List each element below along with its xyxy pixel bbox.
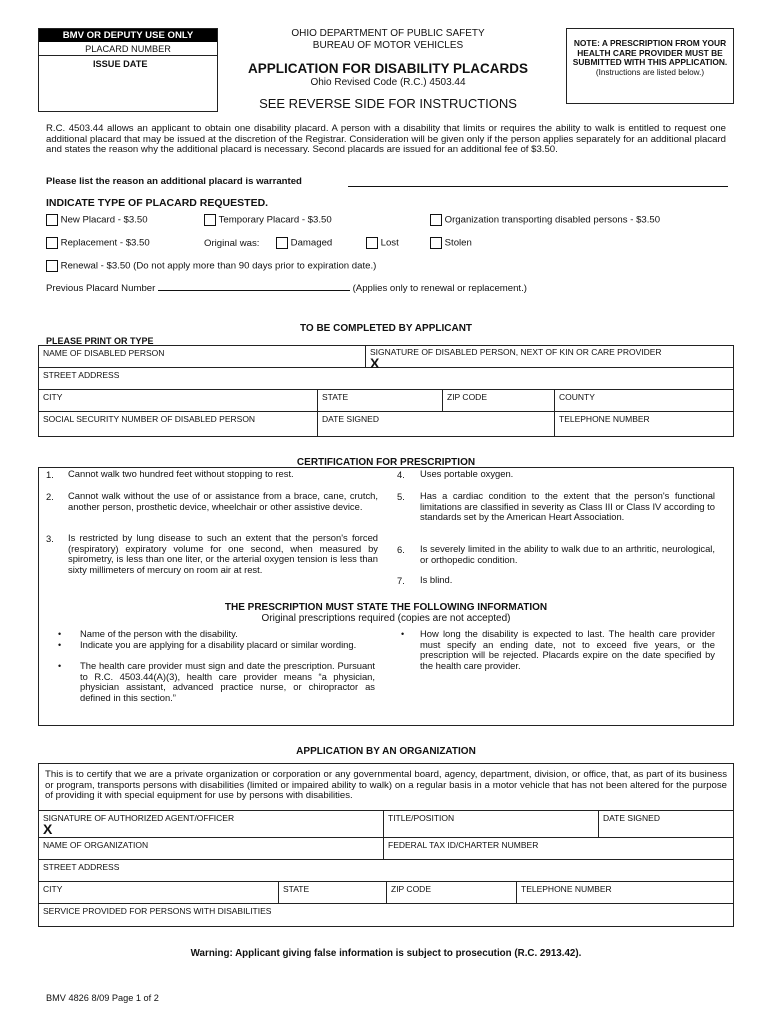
- organization-box: [38, 763, 734, 927]
- replacement-label: Replacement - $3.50: [60, 237, 150, 249]
- lost-checkbox[interactable]: [366, 237, 378, 249]
- city-label: CITY: [43, 392, 63, 402]
- phone-field[interactable]: [555, 412, 734, 437]
- option-damaged: [276, 237, 332, 249]
- phone-label: TELEPHONE NUMBER: [559, 414, 650, 424]
- new-placard-label: New Placard - $3.50: [60, 214, 148, 226]
- state-label: STATE: [322, 392, 349, 402]
- cert-item-4: Uses portable oxygen.: [420, 468, 514, 479]
- cert-item-5-number: 5.: [397, 491, 405, 502]
- prescription-subheading: Original prescriptions required (copies are not accepted): [261, 613, 511, 624]
- org-name-field[interactable]: [39, 838, 384, 860]
- prescription-bullet-4: How long the disability is expected to last. The health care provider must specify an ending date, not to exceed five years, or the prescription will be rejected. Placards expire on the date specified by the health care provider.: [420, 628, 715, 671]
- bullet-4-dot: •: [401, 629, 405, 639]
- option-lost: [366, 237, 399, 249]
- org-phone-label: TELEPHONE NUMBER: [521, 884, 612, 894]
- cert-item-2-number: 2.: [46, 491, 54, 502]
- organization-checkbox[interactable]: [430, 214, 442, 226]
- organization-heading: APPLICATION BY AN ORGANIZATION: [296, 746, 476, 757]
- reason-label: Please list the reason an additional placard is warranted: [46, 176, 302, 187]
- agent-signature-x: X: [43, 821, 53, 837]
- cert-item-1-number: 1.: [46, 469, 54, 480]
- bureau-name: BUREAU OF MOTOR VEHICLES: [312, 40, 464, 51]
- damaged-checkbox[interactable]: [276, 237, 288, 249]
- renewal-checkbox[interactable]: [46, 260, 58, 272]
- bullet-3-dot: •: [58, 661, 62, 671]
- placard-type-heading: INDICATE TYPE OF PLACARD REQUESTED.: [46, 197, 269, 209]
- print-or-type: PLEASE PRINT OR TYPE: [46, 336, 154, 346]
- previous-placard-label: Previous Placard Number: [46, 283, 156, 294]
- reason-input[interactable]: [348, 186, 728, 187]
- agent-signature-label: SIGNATURE OF AUTHORIZED AGENT/OFFICER: [43, 813, 235, 823]
- applicant-heading: TO BE COMPLETED BY APPLICANT: [299, 323, 473, 334]
- bmv-use-box: [38, 28, 218, 112]
- bmv-use-header: BMV OR DEPUTY USE ONLY: [39, 29, 217, 42]
- placard-number-label: PLACARD NUMBER: [39, 42, 217, 56]
- page-title: APPLICATION FOR DISABILITY PLACARDS: [247, 61, 528, 76]
- org-name-label: NAME OF ORGANIZATION: [43, 840, 149, 850]
- ssn-label: SOCIAL SECURITY NUMBER OF DISABLED PERSON: [43, 414, 256, 424]
- reverse-side-note: SEE REVERSE SIDE FOR INSTRUCTIONS: [259, 96, 517, 111]
- org-date-signed-field[interactable]: [599, 811, 733, 838]
- cert-item-7: Is blind.: [420, 574, 453, 585]
- prescription-note-box: [566, 28, 734, 104]
- service-field[interactable]: [39, 904, 733, 926]
- new-placard-checkbox[interactable]: [46, 214, 58, 226]
- temporary-placard-checkbox[interactable]: [204, 214, 216, 226]
- issue-date-label: ISSUE DATE: [93, 59, 148, 69]
- cert-item-4-number: 4.: [397, 469, 405, 480]
- tax-id-label: FEDERAL TAX ID/CHARTER NUMBER: [388, 840, 539, 850]
- cert-item-3: Is restricted by lung disease to such an extent that the person's forced (respiratory) expiratory volume for one second, when measured by spirometry, is less than one liter, or the arterial oxygen tension is less than sixty millimeters of mercury on room air at rest.: [68, 532, 378, 575]
- zip-label: ZIP CODE: [447, 392, 487, 402]
- form-footer: BMV 4826 8/09 Page 1 of 2: [46, 993, 159, 1003]
- title-position-label: TITLE/POSITION: [388, 813, 455, 823]
- street-label: STREET ADDRESS: [43, 370, 120, 380]
- certification-heading: CERTIFICATION FOR PRESCRIPTION: [296, 457, 476, 468]
- date-signed-label: DATE SIGNED: [322, 414, 379, 424]
- signature-field[interactable]: [366, 346, 734, 371]
- note-text: NOTE: A PRESCRIPTION FROM YOUR HEALTH CARE PROVIDER MUST BE SUBMITTED WITH THIS APPLICATION.: [572, 38, 728, 68]
- county-label: COUNTY: [559, 392, 595, 402]
- cert-item-6: Is severely limited in the ability to walk due to an arthritic, neurological, or orthopedic condition.: [420, 543, 715, 565]
- org-street-label: STREET ADDRESS: [43, 862, 120, 872]
- original-was-label: Original was:: [204, 238, 260, 249]
- organization-text: This is to certify that we are a private organization or corporation or any governmental board, agency, department, division, or office, that, as part of its business or program, transports persons with disabilities (limited or impaired ability to walk) on a regular basis in a motor vehicle that has not been altered for the purpose of providing it with special equipment for use by persons with disabilities.: [45, 769, 727, 802]
- org-date-signed-label: DATE SIGNED: [603, 813, 660, 823]
- dept-name: OHIO DEPARTMENT OF PUBLIC SAFETY: [291, 28, 485, 39]
- previous-placard-input[interactable]: [158, 282, 350, 291]
- signature-label: SIGNATURE OF DISABLED PERSON, NEXT OF KIN OR CARE PROVIDER: [370, 347, 662, 357]
- prescription-bullet-3: The health care provider must sign and date the prescription. Pursuant to R.C. 4503.44(A)(3), health care provider means “a physician, physician assistant, advanced practice nurse, or chiropractor as defined in this section.”: [80, 660, 375, 703]
- previous-placard-note: (Applies only to renewal or replacement.): [352, 283, 527, 294]
- temporary-placard-label: Temporary Placard - $3.50: [218, 214, 332, 226]
- stolen-label: Stolen: [444, 237, 472, 249]
- cert-item-7-number: 7.: [397, 575, 405, 586]
- street-field[interactable]: [39, 368, 734, 390]
- name-label: NAME OF DISABLED PERSON: [43, 348, 165, 358]
- ssn-field[interactable]: [39, 412, 318, 437]
- agent-signature-field[interactable]: [39, 811, 384, 838]
- cert-item-6-number: 6.: [397, 544, 405, 555]
- county-field[interactable]: [555, 390, 734, 412]
- damaged-label: Damaged: [290, 237, 333, 249]
- cert-item-3-number: 3.: [46, 533, 54, 544]
- replacement-checkbox[interactable]: [46, 237, 58, 249]
- prescription-heading: THE PRESCRIPTION MUST STATE THE FOLLOWING INFORMATION: [224, 602, 548, 613]
- option-stolen: [430, 237, 472, 249]
- zip-field[interactable]: [443, 390, 555, 412]
- renewal-label: Renewal - $3.50 (Do not apply more than 90 days prior to expiration date.): [60, 260, 377, 272]
- service-label: SERVICE PROVIDED FOR PERSONS WITH DISABILITIES: [43, 906, 272, 916]
- org-phone-field[interactable]: [517, 882, 733, 904]
- org-street-field[interactable]: [39, 860, 733, 882]
- option-renewal: [46, 260, 376, 272]
- org-city-field[interactable]: [39, 882, 279, 904]
- cert-item-1: Cannot walk two hundred feet without stopping to rest.: [68, 468, 294, 479]
- org-zip-label: ZIP CODE: [391, 884, 431, 894]
- date-signed-field[interactable]: [318, 412, 555, 437]
- option-new: [46, 214, 148, 226]
- revised-code: Ohio Revised Code (R.C.) 4503.44: [310, 77, 466, 88]
- applicant-table: [38, 345, 734, 437]
- tax-id-field[interactable]: [384, 838, 733, 860]
- option-temporary: [204, 214, 332, 226]
- cert-item-5: Has a cardiac condition to the extent that the person's functional limitations are classified in severity as Class III or Class IV according to standards set by the American Heart Association.: [420, 490, 715, 522]
- title-position-field[interactable]: [384, 811, 599, 838]
- prosecution-warning: Warning: Applicant giving false information is subject to prosecution (R.C. 2913.42).: [190, 948, 582, 959]
- stolen-checkbox[interactable]: [430, 237, 442, 249]
- org-state-label: STATE: [283, 884, 310, 894]
- prescription-bullet-2: Indicate you are applying for a disability placard or similar wording.: [80, 639, 357, 650]
- note-subtext: (Instructions are listed below.): [595, 67, 705, 77]
- certification-box: [38, 467, 734, 726]
- city-field[interactable]: [39, 390, 318, 412]
- option-replacement: [46, 237, 150, 249]
- bullet-2-dot: •: [58, 640, 62, 650]
- signature-x-mark: X: [370, 355, 380, 371]
- organization-table: [39, 810, 733, 926]
- org-city-label: CITY: [43, 884, 63, 894]
- state-field[interactable]: [318, 390, 443, 412]
- reason-row: [46, 176, 728, 190]
- name-field[interactable]: [39, 346, 366, 368]
- org-zip-field[interactable]: [387, 882, 517, 904]
- intro-paragraph: R.C. 4503.44 allows an applicant to obtain one disability placard. A person with a disability that limits or requires the ability to walk is entitled to request one additional placard that may be issued at the discretion of the Registrar. Consideration will be given only if the person applies separately for an additional placard and states the reason why the additional placard is necessary. Second placards are issued for an additional fee of $3.50.: [46, 123, 726, 156]
- bullet-1-dot: •: [58, 629, 62, 639]
- prescription-bullet-1: Name of the person with the disability.: [80, 628, 238, 639]
- cert-item-2: Cannot walk without the use of or assistance from a brace, cane, crutch, another person, prosthetic device, wheelchair or other assistive device.: [68, 490, 378, 512]
- org-state-field[interactable]: [279, 882, 387, 904]
- lost-label: Lost: [380, 237, 399, 249]
- previous-placard-row: [46, 282, 646, 294]
- option-organization: [430, 214, 660, 226]
- organization-label: Organization transporting disabled persons - $3.50: [444, 214, 661, 226]
